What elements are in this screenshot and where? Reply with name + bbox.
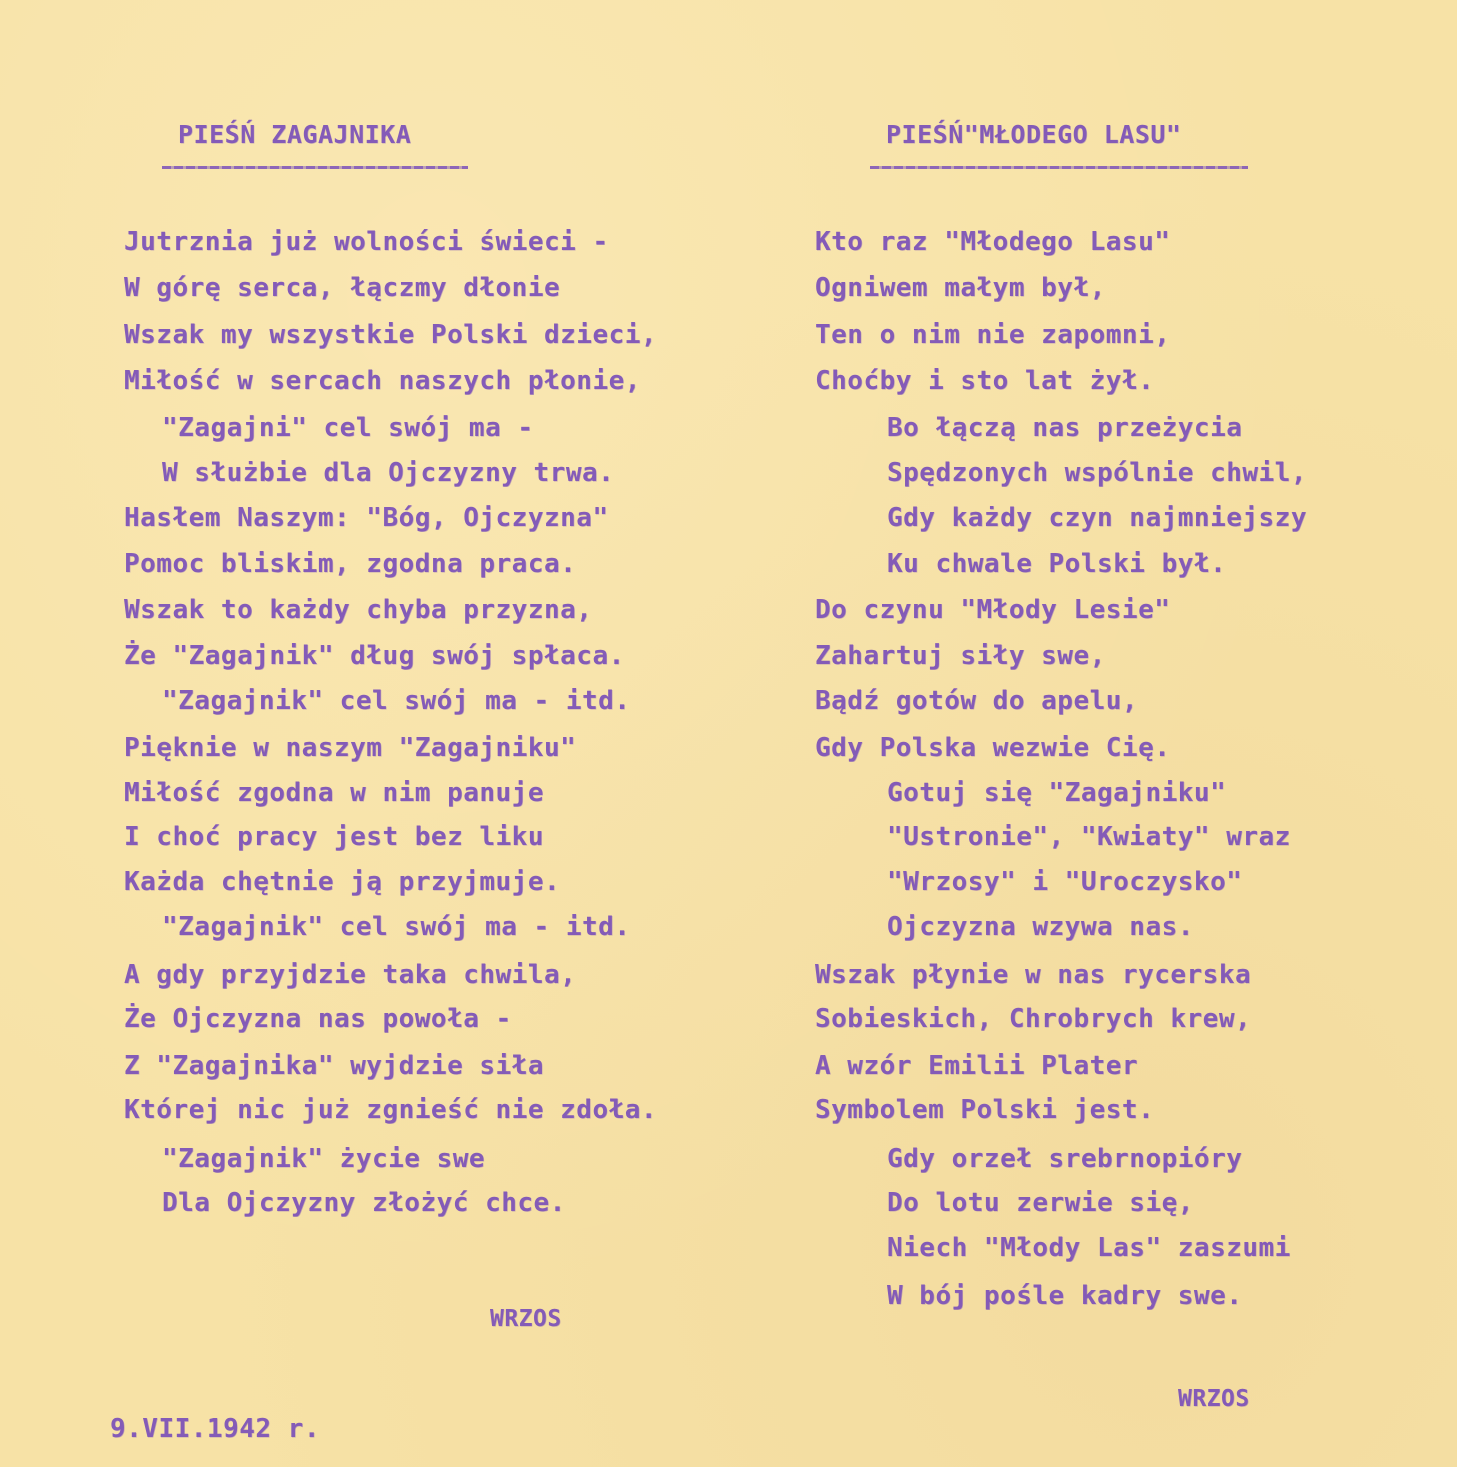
left-poem-line: Miłość w sercach naszych płonie, xyxy=(124,366,641,396)
right-poem-refrain-line: W bój pośle kadry swe. xyxy=(887,1281,1243,1311)
right-poem-line: Zahartuj siły swe, xyxy=(815,641,1106,671)
right-poem-line: Sobieskich, Chrobrych krew, xyxy=(815,1004,1252,1034)
right-poem-refrain-line: Ku chwale Polski był. xyxy=(887,549,1227,579)
right-poem xyxy=(815,222,1435,1322)
right-poem-refrain-line: Gdy orzeł srebrnopióry xyxy=(887,1144,1243,1174)
right-poem-line: Kto raz "Młodego Lasu" xyxy=(815,227,1171,257)
left-poem-line: Wszak to każdy chyba przyzna, xyxy=(124,595,593,625)
left-poem-refrain-line: Dla Ojczyzny złożyć chce. xyxy=(162,1188,566,1218)
left-poem-line: Wszak my wszystkie Polski dzieci, xyxy=(124,320,658,350)
left-poem-refrain-line: "Zagajnik" cel swój ma - itd. xyxy=(162,912,631,942)
left-poem-line: Jutrznia już wolności świeci - xyxy=(124,227,609,257)
document-date: 9.VII.1942 r. xyxy=(110,1414,320,1444)
right-poem-line: Ten o nim nie zapomni, xyxy=(815,320,1171,350)
left-poem-line: Hasłem Naszym: "Bóg, Ojczyzna" xyxy=(124,503,609,533)
right-poem-refrain-line: Gotuj się "Zagajniku" xyxy=(887,778,1227,808)
right-poem-line: Choćby i sto lat żył. xyxy=(815,366,1155,396)
left-poem-line: Pięknie w naszym "Zagajniku" xyxy=(124,733,577,763)
left-poem-line: Miłość zgodna w nim panuje xyxy=(124,778,544,808)
left-poem-line: Której nic już zgnieść nie zdoła. xyxy=(124,1095,658,1125)
right-poem-refrain-line: "Ustronie", "Kwiaty" wraz xyxy=(887,822,1291,852)
left-signature: WRZOS xyxy=(490,1306,562,1332)
left-poem-title: PIEŚŃ ZAGAJNIKA xyxy=(178,120,412,149)
left-poem-line: Pomoc bliskim, zgodna praca. xyxy=(124,549,577,579)
right-poem-refrain-line: Spędzonych wspólnie chwil, xyxy=(887,458,1307,488)
right-poem-line: Ogniwem małym był, xyxy=(815,273,1106,303)
right-poem-line: Gdy Polska wezwie Cię. xyxy=(815,733,1171,763)
left-poem-line: I choć pracy jest bez liku xyxy=(124,822,544,852)
left-poem-line: Każda chętnie ją przyjmuje. xyxy=(124,867,561,897)
right-title-underline xyxy=(870,166,1248,169)
right-poem-line: A wzór Emilii Plater xyxy=(815,1051,1139,1081)
left-poem-line: W górę serca, łączmy dłonie xyxy=(124,273,561,303)
right-poem-refrain-line: "Wrzosy" i "Uroczysko" xyxy=(887,867,1243,897)
left-poem-refrain-line: "Zagajni" cel swój ma - xyxy=(162,413,534,443)
right-poem-refrain-line: Gdy każdy czyn najmniejszy xyxy=(887,503,1307,533)
right-poem-refrain-line: Do lotu zerwie się, xyxy=(887,1188,1194,1218)
left-poem xyxy=(124,222,744,1232)
right-poem-line: Symbolem Polski jest. xyxy=(815,1095,1155,1125)
right-poem-refrain-line: Bo łączą nas przeżycia xyxy=(887,413,1243,443)
right-poem-title: PIEŚŃ"MŁODEGO LASU" xyxy=(886,120,1182,149)
left-poem-line: Z "Zagajnika" wyjdzie siła xyxy=(124,1051,544,1081)
left-poem-refrain-line: W służbie dla Ojczyzny trwa. xyxy=(162,458,615,488)
left-poem-line: A gdy przyjdzie taka chwila, xyxy=(124,960,577,990)
left-poem-line: Że "Zagajnik" dług swój spłaca. xyxy=(124,641,625,671)
right-poem-line: Wszak płynie w nas rycerska xyxy=(815,960,1252,990)
right-poem-line: Bądź gotów do apelu, xyxy=(815,686,1139,716)
left-poem-refrain-line: "Zagajnik" cel swój ma - itd. xyxy=(162,686,631,716)
right-poem-refrain-line: Ojczyzna wzywa nas. xyxy=(887,912,1194,942)
right-poem-line: Do czynu "Młody Lesie" xyxy=(815,595,1171,625)
left-poem-refrain-line: "Zagajnik" życie swe xyxy=(162,1144,486,1174)
left-poem-line: Że Ojczyzna nas powoła - xyxy=(124,1004,512,1034)
left-title-underline xyxy=(162,166,468,169)
right-signature: WRZOS xyxy=(1178,1386,1250,1412)
right-poem-refrain-line: Niech "Młody Las" zaszumi xyxy=(887,1233,1291,1263)
